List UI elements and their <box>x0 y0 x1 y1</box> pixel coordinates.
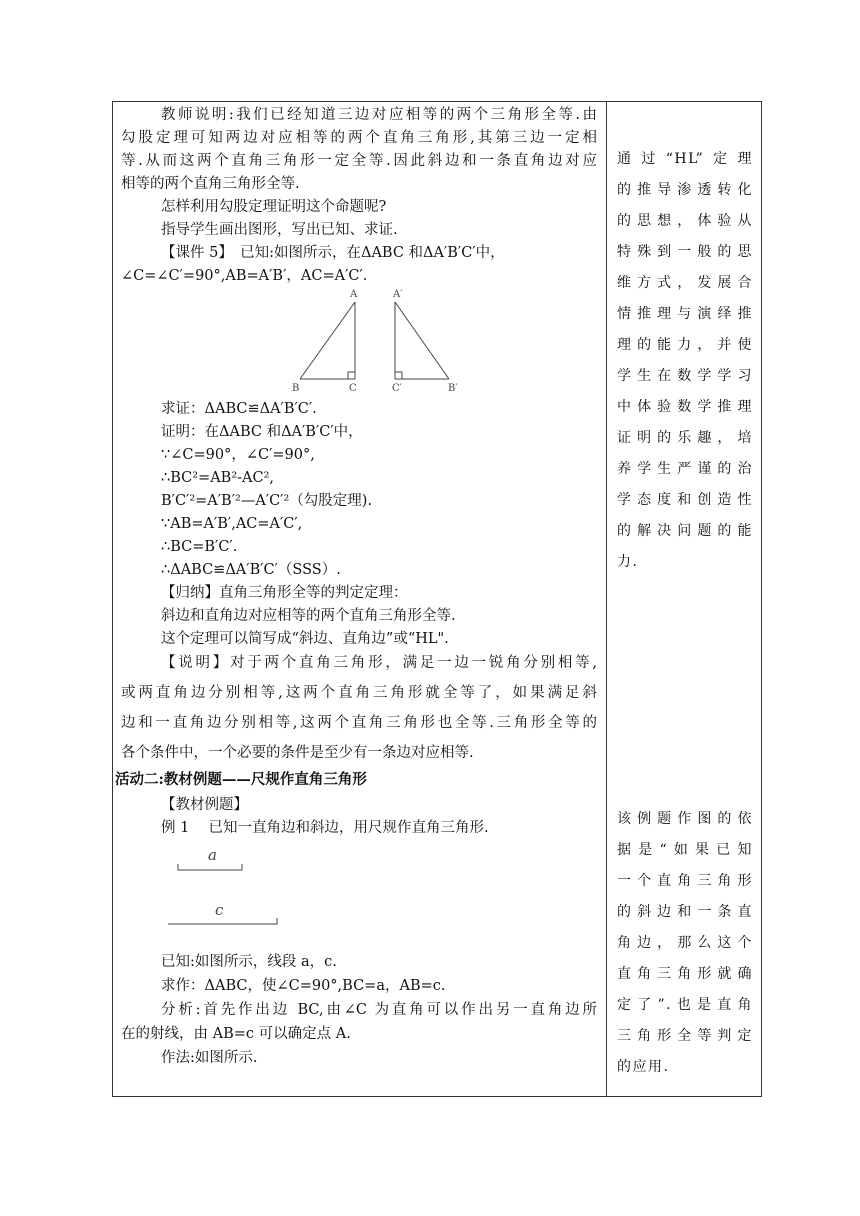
text-line: ∴ΔABC≌ΔA′B′C′（SSS）. <box>161 562 341 578</box>
side-note-line: 维方式，发展合 <box>617 275 753 291</box>
text-line: 例 1 已知一直角边和斜边，用尺规作直角三角形. <box>161 820 489 836</box>
side-note-line: 力. <box>617 554 639 570</box>
text-line: 【说明】对于两个直角三角形，满足一边一锐角分别相等, <box>161 655 597 671</box>
side-note-line: 该例题作图的依 <box>617 811 753 827</box>
text-line: 求作：ΔABC，使∠C=90°,BC=a，AB=c. <box>161 978 446 994</box>
side-note-line: 特殊到一般的思 <box>617 244 753 260</box>
side-note-line: 据是“如果已知 <box>617 842 753 858</box>
text-line: ∵∠C=90°，∠C′=90°, <box>161 447 315 463</box>
side-note-line: 通过“HL”定理 <box>617 151 753 167</box>
text-line: 证明：在ΔABC 和ΔA′B′C′中， <box>161 424 363 440</box>
text-line: 指导学生画出图形，写出已知、求证. <box>161 222 398 238</box>
text-line: 【归纳】直角三角形全等的判定定理： <box>161 585 408 601</box>
triangles-figure <box>288 285 468 395</box>
text-line: 勾股定理可知两边对应相等的两个直角三角形,其第三边一定相 <box>121 130 597 146</box>
side-note-line: 的应用. <box>617 1059 670 1075</box>
side-note-line: 学态度和创造性 <box>617 492 753 508</box>
text-line: 等.从而这两个直角三角形一定全等.因此斜边和一条直角边对应 <box>121 153 597 169</box>
text-line: B′C′²=A′B′²—A′C′²（勾股定理). <box>161 493 373 509</box>
side-note-line: 一个直角三角形 <box>617 873 753 889</box>
side-note-line: 中体验数学推理 <box>617 399 753 415</box>
side-note-line: 情推理与演绎推 <box>617 306 753 322</box>
side-note-line: 的推导渗透转化 <box>617 182 753 198</box>
text-line: 作法:如图所示. <box>161 1050 258 1066</box>
text-line: 【课件 5】 已知:如图所示，在ΔABC 和ΔA′B′C′中， <box>161 245 505 261</box>
vertex-label-c: C <box>349 383 357 394</box>
vertex-label-b-prime: B′ <box>448 383 458 394</box>
lesson-table <box>112 101 762 1097</box>
text-line: 或两直角边分别相等,这两个直角三角形就全等了，如果满足斜 <box>121 685 597 701</box>
side-note-line: 的解决问题的能 <box>617 523 753 539</box>
segment-label-c: c <box>215 901 224 919</box>
side-note-line: 学生在数学学习 <box>617 368 753 384</box>
side-note-line: 的思想，体验从 <box>617 213 753 229</box>
text-line: 教师说明:我们已经知道三边对应相等的两个三角形全等.由 <box>161 107 597 123</box>
text-line: 求证：ΔABC≌ΔA′B′C′. <box>161 401 317 417</box>
text-line: ∠C=∠C′=90°,AB=A′B′，AC=A′C′. <box>121 268 368 284</box>
side-note-line: 定了”.也是直角 <box>617 997 753 1013</box>
segments-figure <box>168 840 298 935</box>
vertex-label-a: A <box>350 289 358 300</box>
text-line: 相等的两个直角三角形全等. <box>121 176 300 192</box>
side-note-line: 角边，那么这个 <box>617 935 753 951</box>
column-divider <box>606 102 607 1096</box>
side-note-line: 证明的乐趣，培 <box>617 430 753 446</box>
text-line: ∵AB=A′B′,AC=A′C′, <box>161 516 303 532</box>
text-line: ∴BC²=AB²-AC², <box>161 470 275 486</box>
vertex-label-a-prime: A′ <box>393 289 403 300</box>
section-heading: 活动二:教材例题——尺规作直角三角形 <box>115 771 367 788</box>
text-line: 边和一直角边分别相等,这两个直角三角形也全等.三角形全等的 <box>121 715 597 731</box>
side-note-line: 养学生严谨的治 <box>617 461 753 477</box>
text-line: 已知:如图所示，线段 a，c. <box>161 954 337 970</box>
side-note-line: 直角三角形就确 <box>617 966 753 982</box>
side-note-line: 理的能力，并使 <box>617 337 753 353</box>
side-note-line: 三角形全等判定 <box>617 1028 753 1044</box>
text-line: ∴BC=B′C′. <box>161 539 238 555</box>
text-line: 这个定理可以简写成“斜边、直角边”或“HL". <box>161 631 449 647</box>
side-note-line: 的斜边和一条直 <box>617 904 753 920</box>
text-line: 【教材例题】 <box>161 797 248 813</box>
text-line: 各个条件中，一个必要的条件是至少有一条边对应相等. <box>121 745 474 761</box>
text-line: 怎样利用勾股定理证明这个命题呢? <box>161 199 387 215</box>
segment-label-a: a <box>208 846 217 864</box>
text-line: 分析:首先作出边 BC,由∠C 为直角可以作出另一直角边所 <box>161 1002 597 1018</box>
vertex-label-b: B <box>292 383 300 394</box>
text-line: 斜边和直角边对应相等的两个直角三角形全等. <box>161 608 456 624</box>
vertex-label-c-prime: C′ <box>392 383 402 394</box>
text-line: 在的射线，由 AB=c 可以确定点 A. <box>121 1026 351 1042</box>
